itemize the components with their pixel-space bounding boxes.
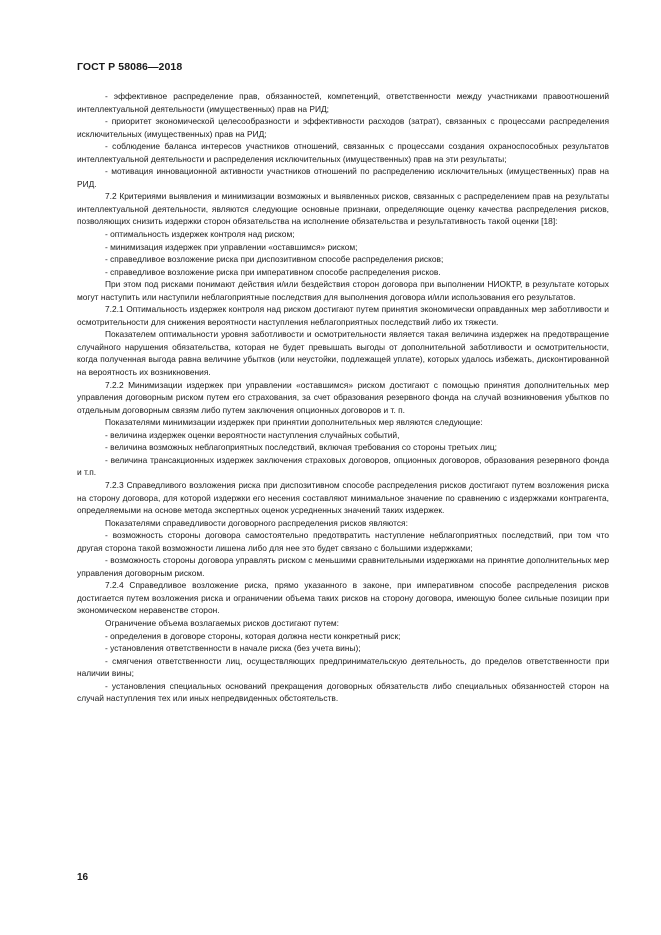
paragraph: - справедливое возложение риска при диспозитивном способе распределения рисков; [105,254,444,265]
paragraph: - установления специальных оснований прекращения договорных обязательств либо специальных обязанностей сторон на случай наступления тех или иных непредвиденных обстоятельств. [77,680,609,704]
paragraph: 7.2.3 Справедливого возложения риска при диспозитивном способе распределения рисков достигают путем возложения риска на сторону договора, для которой издержки его несения составляют минимальное значение по сравнению с издержками контрагента, определяемыми на основе метода экспертных оценок усредненных значений таких издержек. [77,479,609,516]
paragraph: При этом под рисками понимают действия и/или бездействия сторон договора при выполнении НИОКТР, в результате которых могут наступить или наступили неблагоприятные последствия для выполнения договора и/или использования его результатов. [77,279,609,302]
paragraph: 7.2 Критериями выявления и минимизации возможных и выявленных рисков, связанных с распределением прав на результаты интеллектуальной деятельности, являются следующие основные признаки, определяющие оценку качества распределения рисков, позволяющих снизить издержки сторон обязательства на исполнение обязательства и результативность такой оценки [18]: [77,191,609,227]
paragraph: - мотивация инновационной активности участников отношений по распределению исключительных (имущественных) прав на РИД. [77,166,609,189]
paragraph: Показателями минимизации издержек при принятии дополнительных мер являются следующие: [105,417,483,428]
paragraph: - оптимальность издержек контроля над риском; [105,229,295,240]
paragraph: 7.2.4 Справедливое возложение риска, прямо указанного в законе, при императивном способе распределения рисков достигается путем возложения риска и ограничении объема таких рисков на сторону договора, имеющую более сильные позиции при экономическом неравенстве сторон. [77,580,609,616]
paragraph: - возможность стороны договора самостоятельно предотвратить наступление неблагоприятных последствий, при том что другая сторона такой возможности лишена либо для нее это будет связано с большими издержками; [77,530,609,553]
document-body [77,90,609,705]
paragraph: Показателями справедливости договорного распределения рисков являются: [105,517,408,528]
paragraph: 7.2.1 Оптимальность издержек контроля над риском достигают путем принятия экономически оправданных мер заботливости и осмотрительности для снижения вероятности наступления неблагоприятных последствий либо их тяжести. [77,304,609,327]
paragraph: - возможность стороны договора управлять риском с меньшими сравнительными издержками на принятие дополнительных мер управления договорным риском. [77,555,609,578]
document-header: ГОСТ Р 58086—2018 [77,61,183,73]
paragraph: - минимизация издержек при управлении «оставшимся» риском; [105,241,358,252]
paragraph: - смягчения ответственности лиц, осуществляющих предпринимательскую деятельность, до пределов ответственности при наличии вины; [77,655,609,679]
paragraph: - соблюдение баланса интересов участников отношений, связанных с процессами создания охраноспособных результатов интеллектуальной деятельности и распределения исключительных (имущественных) прав на эти результаты; [77,141,609,164]
paragraph: - величина трансакционных издержек заключения страховых договоров, опционных договоров, образования резервного фонда и т.п. [77,454,609,478]
paragraph: 7.2.2 Минимизации издержек при управлении «оставшимся» риском достигают с помощью принятия дополнительных мер управления договорным риском путем его страхования, за счет образования резервного фонда на случай возникновения убытков по отдельным договорным связям либо путем заключения опционных договоров и т. п. [77,379,609,415]
paragraph: - величина возможных неблагоприятных последствий, включая требования со стороны третьих лиц; [105,442,497,453]
paragraph: Показателем оптимальности уровня заботливости и осмотрительности является такая величина издержек на предотвращение случайного нарушения обязательства, которая не будет превышать выгоды от дополнительной заботливости и осмотрительности, когда полученная выгода равна величине убытков (или неустойки, подлежащей уплате), которых удалось избежать, дисконтированной на вероятность их возникновения. [77,329,609,378]
paragraph: - эффективное распределение прав, обязанностей, компетенций, ответственности между участниками правоотношений интеллектуальной деятельности (имущественных) прав на РИД; [77,91,609,114]
page-number: 16 [77,872,89,883]
paragraph: - приоритет экономической целесообразности и эффективности расходов (затрат), связанных с процессами распределения исключительных (имущественных) прав на РИД; [77,116,609,139]
paragraph: - определения в договоре стороны, которая должна нести конкретный риск; [105,630,401,641]
paragraph: Ограничение объема возлагаемых рисков достигают путем: [105,617,339,628]
paragraph: - справедливое возложение риска при императивном способе распределения рисков. [105,266,441,277]
paragraph: - величина издержек оценки вероятности наступления случайных событий, [105,429,400,440]
paragraph: - установления ответственности в начале риска (без учета вины); [105,643,361,654]
